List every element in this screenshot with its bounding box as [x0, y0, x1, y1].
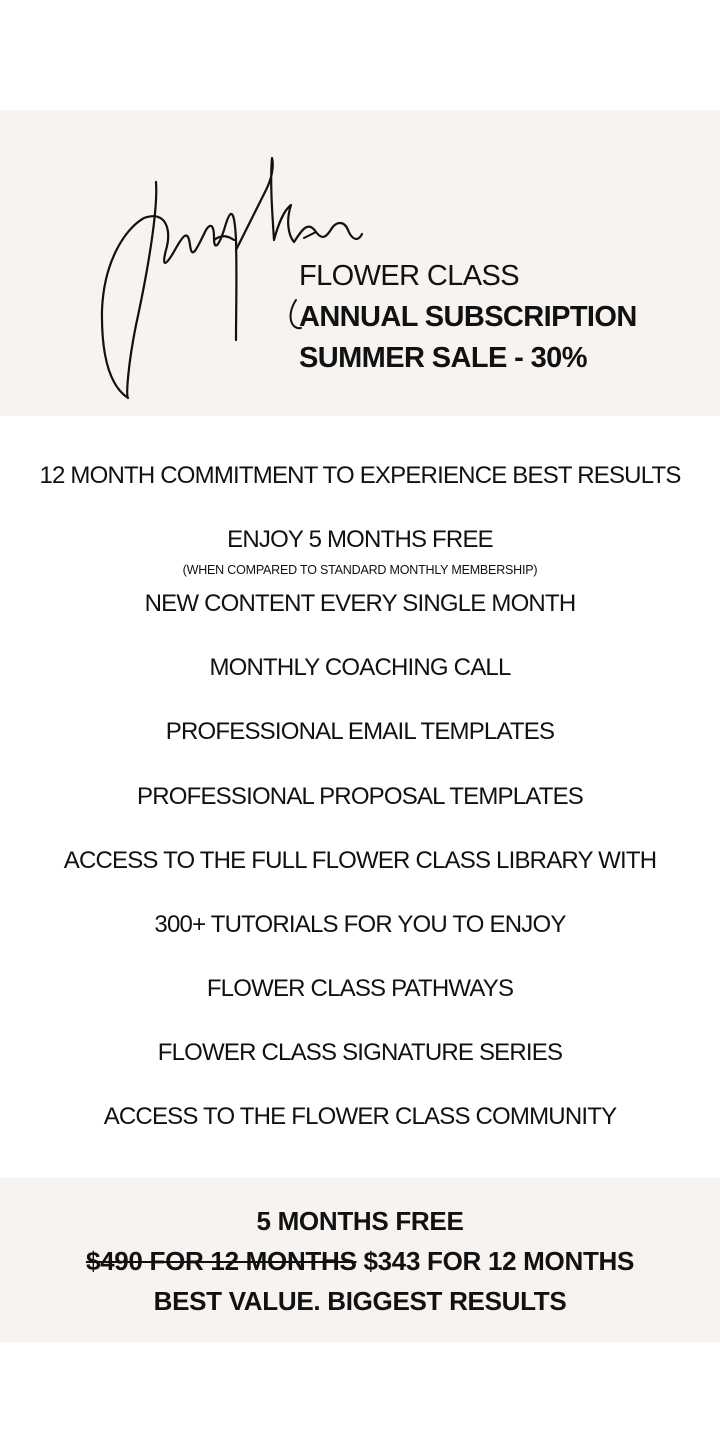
pricing-line: [0, 1246, 720, 1277]
header-title: FLOWER CLASS: [299, 260, 520, 292]
feature-note: (WHEN COMPARED TO STANDARD MONTHLY MEMBERSHIP): [182, 563, 538, 577]
pricing-headline: 5 MONTHS FREE: [256, 1206, 464, 1236]
old-price: $490 FOR 12 MONTHS: [85, 1246, 357, 1276]
feature-item: ACCESS TO THE FLOWER CLASS COMMUNITY: [103, 1103, 617, 1130]
header-sale: SUMMER SALE - 30%: [299, 342, 587, 374]
feature-item: MONTHLY COACHING CALL: [209, 654, 511, 681]
pricing-band: [0, 1178, 720, 1342]
feature-item: ENJOY 5 MONTHS FREE: [227, 526, 493, 553]
feature-item: FLOWER CLASS SIGNATURE SERIES: [157, 1039, 563, 1066]
feature-item: PROFESSIONAL EMAIL TEMPLATES: [165, 718, 555, 745]
feature-item: NEW CONTENT EVERY SINGLE MONTH: [144, 590, 576, 617]
pricing-tagline: BEST VALUE. BIGGEST RESULTS: [153, 1286, 567, 1316]
feature-item: 300+ TUTORIALS FOR YOU TO ENJOY: [154, 911, 566, 938]
new-price: $343 FOR 12 MONTHS: [363, 1246, 635, 1276]
header-subtitle: ANNUAL SUBSCRIPTION: [299, 301, 637, 333]
feature-item: ACCESS TO THE FULL FLOWER CLASS LIBRARY WITH: [63, 847, 657, 874]
feature-item: 12 MONTH COMMITMENT TO EXPERIENCE BEST RESULTS: [39, 462, 681, 489]
feature-item: FLOWER CLASS PATHWAYS: [206, 975, 514, 1002]
feature-item: PROFESSIONAL PROPOSAL TEMPLATES: [136, 783, 583, 810]
